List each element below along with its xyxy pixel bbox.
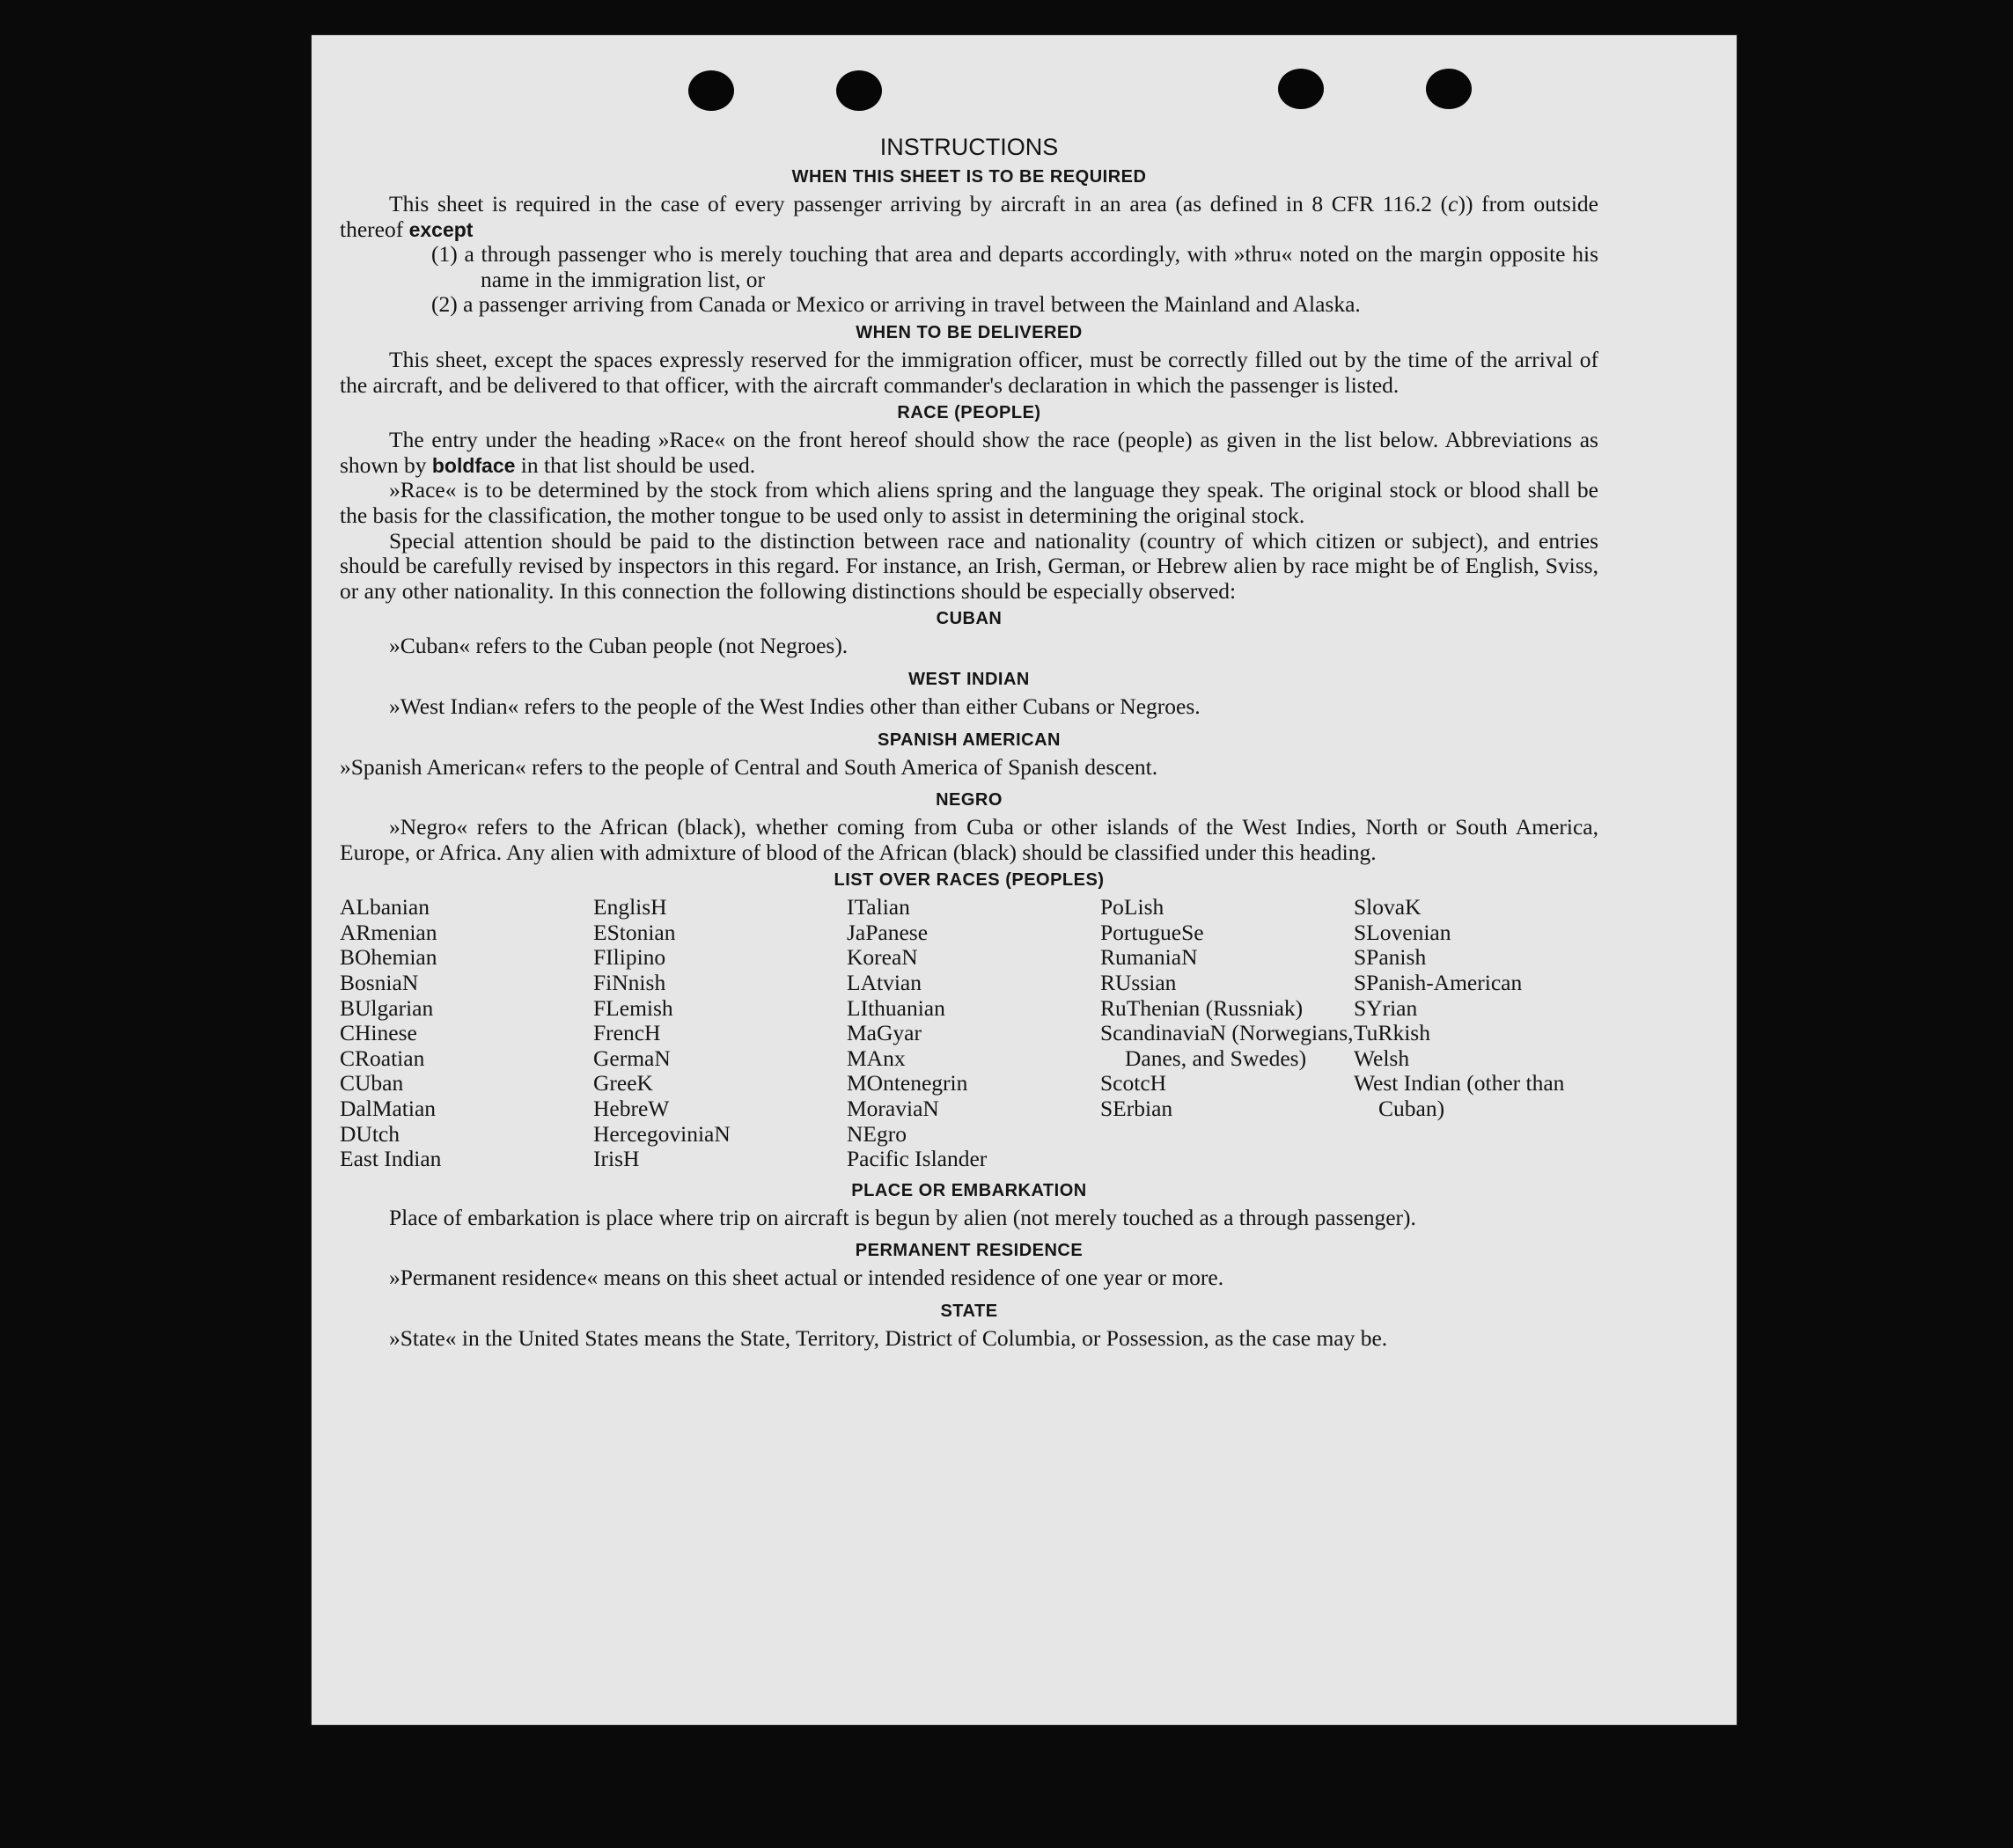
race-item: West Indian (other than Cuban) [1354,1070,1565,1122]
race-item: CUban [340,1070,404,1096]
race-item: SYrian [1354,994,1418,1021]
races-column-1 [340,895,593,1172]
heading-west-indian: WEST INDIAN [908,669,1030,689]
list-item-1: (1) a through passenger who is merely touching that area and departs accordingly, with »thru« noted on the margin opposite his name in the immigration list, or [431,241,1598,292]
race-item: HercegoviniaN [593,1120,731,1147]
paragraph-race-2: »Race« is to be determined by the stock from which aliens spring and the language they speak. The original stock or blood shall be the basis for the classification, the mother tongue to be used only to assist in determining the original stock. [340,477,1598,528]
text-emphasis: except [408,217,474,241]
races-column-2 [593,895,847,1172]
punch-hole-2 [836,70,882,111]
race-item: CHinese [340,1020,417,1046]
paragraph-race-3: Special attention should be paid to the distinction between race and nationality (country of which citizen or subject), and entries should be carefully revised by inspectors in this regard. For instance, an Irish, German, or Hebrew alien by race might be of English, Sviss, or any other nationality. In this connection the following distinctions should be especially observed: [340,527,1598,604]
paragraph-west-indian: »West Indian« refers to the people of the West Indies other than either Cubans or Negroes. [389,693,1201,719]
race-item: FLemish [593,994,673,1021]
race-item: FrencH [593,1020,661,1046]
race-item: EnglisH [593,894,667,920]
heading-embarkation: PLACE OR EMBARKATION [851,1180,1087,1200]
race-item: ALbanian [340,894,430,920]
race-item: FIlipino [593,944,666,971]
paragraph-residence: »Permanent residence« means on this sheet actual or intended residence of one year or more. [389,1265,1224,1291]
race-item: ScotcH [1100,1070,1167,1096]
race-item: FiNnish [593,970,666,996]
document-sheet [312,35,1737,1725]
paragraph-required [340,192,1598,242]
heading-residence: PERMANENT RESIDENCE [855,1241,1084,1261]
race-item: ARmenian [340,919,437,945]
race-item: East Indian [340,1146,442,1172]
instructions-content [340,134,1598,1352]
race-item: SlovaK [1354,894,1422,920]
page-title: INSTRUCTIONS [879,134,1059,160]
race-item: DalMatian [340,1096,437,1122]
race-item: DUtch [340,1120,400,1147]
paragraph-embarkation: Place of embarkation is place where trip on aircraft is begun by alien (not merely touched as a through passenger). [389,1204,1416,1230]
race-item: JaPanese [847,919,929,945]
heading-race: RACE (PEOPLE) [897,403,1041,423]
race-item: Pacific Islander [847,1146,988,1172]
race-item: SErbian [1100,1096,1173,1122]
race-item: SPanish [1354,944,1427,971]
race-item: MAnx [847,1045,906,1071]
race-item: BosniaN [340,970,419,996]
races-list [340,895,1598,1172]
race-item: TuRkish [1354,1020,1430,1046]
text-emphasis: boldface [431,453,516,477]
race-item: KoreaN [847,944,918,971]
race-item: RuThenian (Russniak) [1100,994,1304,1021]
heading-delivered: WHEN TO BE DELIVERED [856,322,1083,342]
race-item: MOntenegrin [847,1070,968,1096]
races-column-3 [847,895,1100,1172]
race-item: GermaN [593,1045,671,1071]
race-item: LAtvian [847,970,922,996]
race-item: LIthuanian [847,994,945,1021]
heading-state: STATE [940,1302,998,1321]
paragraph-race-1 [340,428,1598,478]
race-item: IrisH [593,1146,640,1172]
paragraph-spanish-american: »Spanish American« refers to the people of Central and South America of Spanish descent. [340,753,1158,780]
race-item: MoraviaN [847,1096,939,1122]
text-fragment: )) from outside thereof [340,191,1598,242]
race-item: BUlgarian [340,994,434,1021]
paragraph-negro: »Negro« refers to the African (black), whether coming from Cuba or other islands of the West Indies, North or South America, Europe, or Africa. Any alien with admixture of blood of the African (black) should be classified under this heading. [340,814,1598,865]
race-item: ScandinaviaN (Norwegians, Danes, and Swedes) [1100,1020,1354,1071]
list-item-2: (2) a passenger arriving from Canada or Mexico or arriving in travel between the Mainland and Alaska. [431,291,1361,318]
race-item: Welsh [1354,1045,1410,1071]
text-fragment: in that list should be used. [515,451,756,478]
heading-negro: NEGRO [936,790,1003,810]
race-item: HebreW [593,1096,670,1122]
race-item: GreeK [593,1070,653,1096]
races-column-5 [1354,895,1598,1172]
race-item: SLovenian [1354,919,1451,945]
race-item: MaGyar [847,1020,922,1046]
heading-spanish-american: SPANISH AMERICAN [877,730,1061,750]
punch-hole-3 [1278,69,1324,109]
race-item: EStonian [593,919,676,945]
paragraph-delivered: This sheet, except the spaces expressly reserved for the immigration officer, must be correctly filled out by the time of the arrival of the aircraft, and be delivered to that officer, with the aircraft commander's declaration in which the passenger is listed. [340,346,1598,398]
race-item: PortugueSe [1100,919,1204,945]
punch-hole-1 [688,70,734,111]
race-item: BOhemian [340,944,437,971]
races-column-4 [1100,895,1354,1172]
race-item: ITalian [847,894,910,920]
punch-hole-4 [1426,69,1472,109]
race-item: NEgro [847,1120,907,1147]
race-item: RUssian [1100,970,1177,996]
race-item: PoLish [1100,894,1164,920]
heading-races-list: LIST OVER RACES (PEOPLES) [834,870,1105,891]
race-item: CRoatian [340,1045,425,1071]
race-item: SPanish-American [1354,970,1523,996]
paragraph-cuban: »Cuban« refers to the Cuban people (not Negroes). [389,633,849,659]
race-item: RumaniaN [1100,944,1198,971]
text-fragment: The entry under the heading »Race« on the front hereof should show the race (people) as given in the list below. Abbreviations as shown by [340,427,1598,478]
heading-cuban: CUBAN [936,609,1003,629]
paragraph-state: »State« in the United States means the State, Territory, District of Columbia, or Possession, as the case may be. [389,1325,1388,1351]
heading-required: WHEN THIS SHEET IS TO BE REQUIRED [791,167,1147,187]
text-fragment: This sheet is required in the case of every passenger arriving by aircraft in an area (as defined in 8 CFR 116.2 ( [389,191,1449,216]
text-fragment-italic: c [1448,191,1458,216]
